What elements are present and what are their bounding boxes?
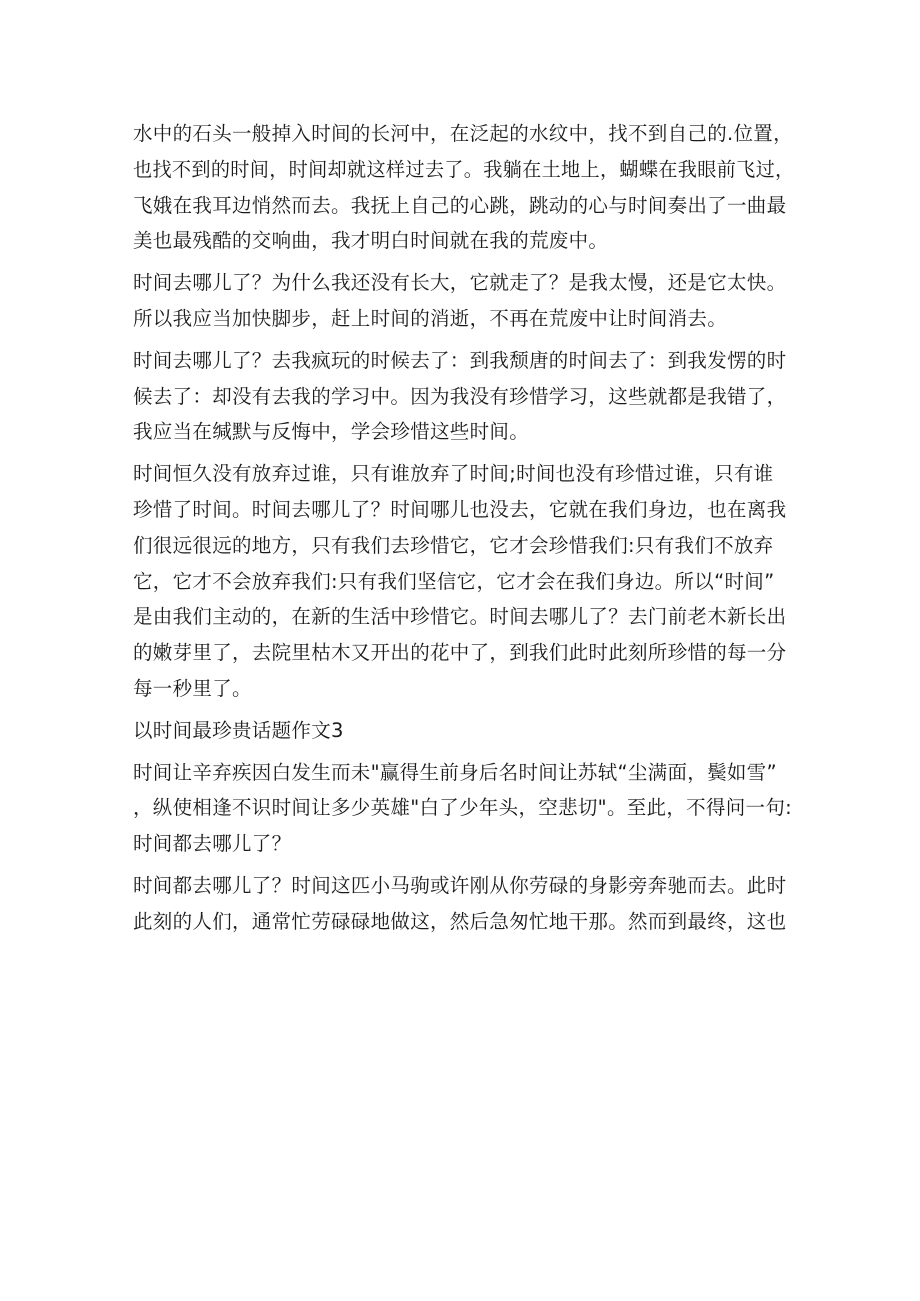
text-line: 时间去哪儿了？为什么我还没有长大，它就走了？是我太慢，还是它太快。 <box>133 271 787 295</box>
text-line: 的嫩芽里了，去院里枯木又开出的花中了，到我们此时此刻所珍惜的每一分 <box>133 641 787 665</box>
paragraph-4 <box>133 456 798 707</box>
section-heading <box>133 713 798 749</box>
text-line: 时间去哪儿了？去我疯玩的时候去了：到我颓唐的时间去了：到我发愣的时 <box>133 348 787 372</box>
paragraph-1 <box>133 116 798 259</box>
text-line: 此刻的人们，通常忙劳碌碌地做这，然后急匆忙地干那。然而到最终，这也 <box>133 909 787 933</box>
text-line: 水中的石头一般掉入时间的长河中，在泛起的水纹中，找不到自己的.位置， <box>133 122 793 145</box>
text-line: 们很远很远的地方，只有我们去珍惜它，它才会珍惜我们:只有我们不放弃 <box>133 533 774 557</box>
text-line: 每一秒里了。 <box>133 676 252 700</box>
paragraph-6 <box>133 868 798 940</box>
text-line: ，纵使相逢不识时间让多少英雄"白了少年头，空悲切"。至此，不得问一句: <box>133 796 793 820</box>
text-line: 是由我们主动的，在新的生活中珍惜它。时间去哪儿了？去门前老木新长出 <box>133 605 787 629</box>
text-line: 时间让辛弃疾因白发生而未"赢得生前身后名时间让苏轼“尘满面，鬓如雪” <box>133 760 777 784</box>
text-line: 所以我应当加快脚步，赶上时间的消逝，不再在荒废中让时间消去。 <box>133 306 728 330</box>
paragraph-2 <box>133 265 798 337</box>
text-line: 时间恒久没有放弃过谁，只有谁放弃了时间;时间也没有珍惜过谁，只有谁 <box>133 462 774 486</box>
text-line: 美也最残酷的交响曲，我才明白时间就在我的荒废中。 <box>133 229 609 253</box>
text-line: 时间都去哪儿了？ <box>133 832 292 856</box>
paragraph-5 <box>133 755 798 862</box>
text-line: 候去了：却没有去我的学习中。因为我没有珍惜学习，这些就都是我错了， <box>133 384 787 408</box>
text-line: 时间都去哪儿了？时间这匹小马驹或许刚从你劳碌的身影旁奔驰而去。此时 <box>133 873 787 897</box>
text-line: 我应当在缄默与反悔中，学会珍惜这些时间。 <box>133 420 530 444</box>
paragraph-3 <box>133 343 798 450</box>
text-line: 飞娥在我耳边悄然而去。我抚上自己的心跳，跳动的心与时间奏出了一曲最 <box>133 193 787 217</box>
text-line: 珍惜了时间。时间去哪儿了？时间哪儿也没去，它就在我们身边，也在离我 <box>133 497 787 521</box>
document-body <box>133 116 798 946</box>
heading-text: 以时间最珍贵话题作文3 <box>133 718 344 742</box>
text-line: 也找不到的时间，时间却就这样过去了。我躺在土地上，蝴蝶在我眼前飞过， <box>133 157 795 181</box>
text-line: 它，它才不会放弃我们:只有我们坚信它，它才会在我们身边。所以“时间” <box>133 569 775 593</box>
